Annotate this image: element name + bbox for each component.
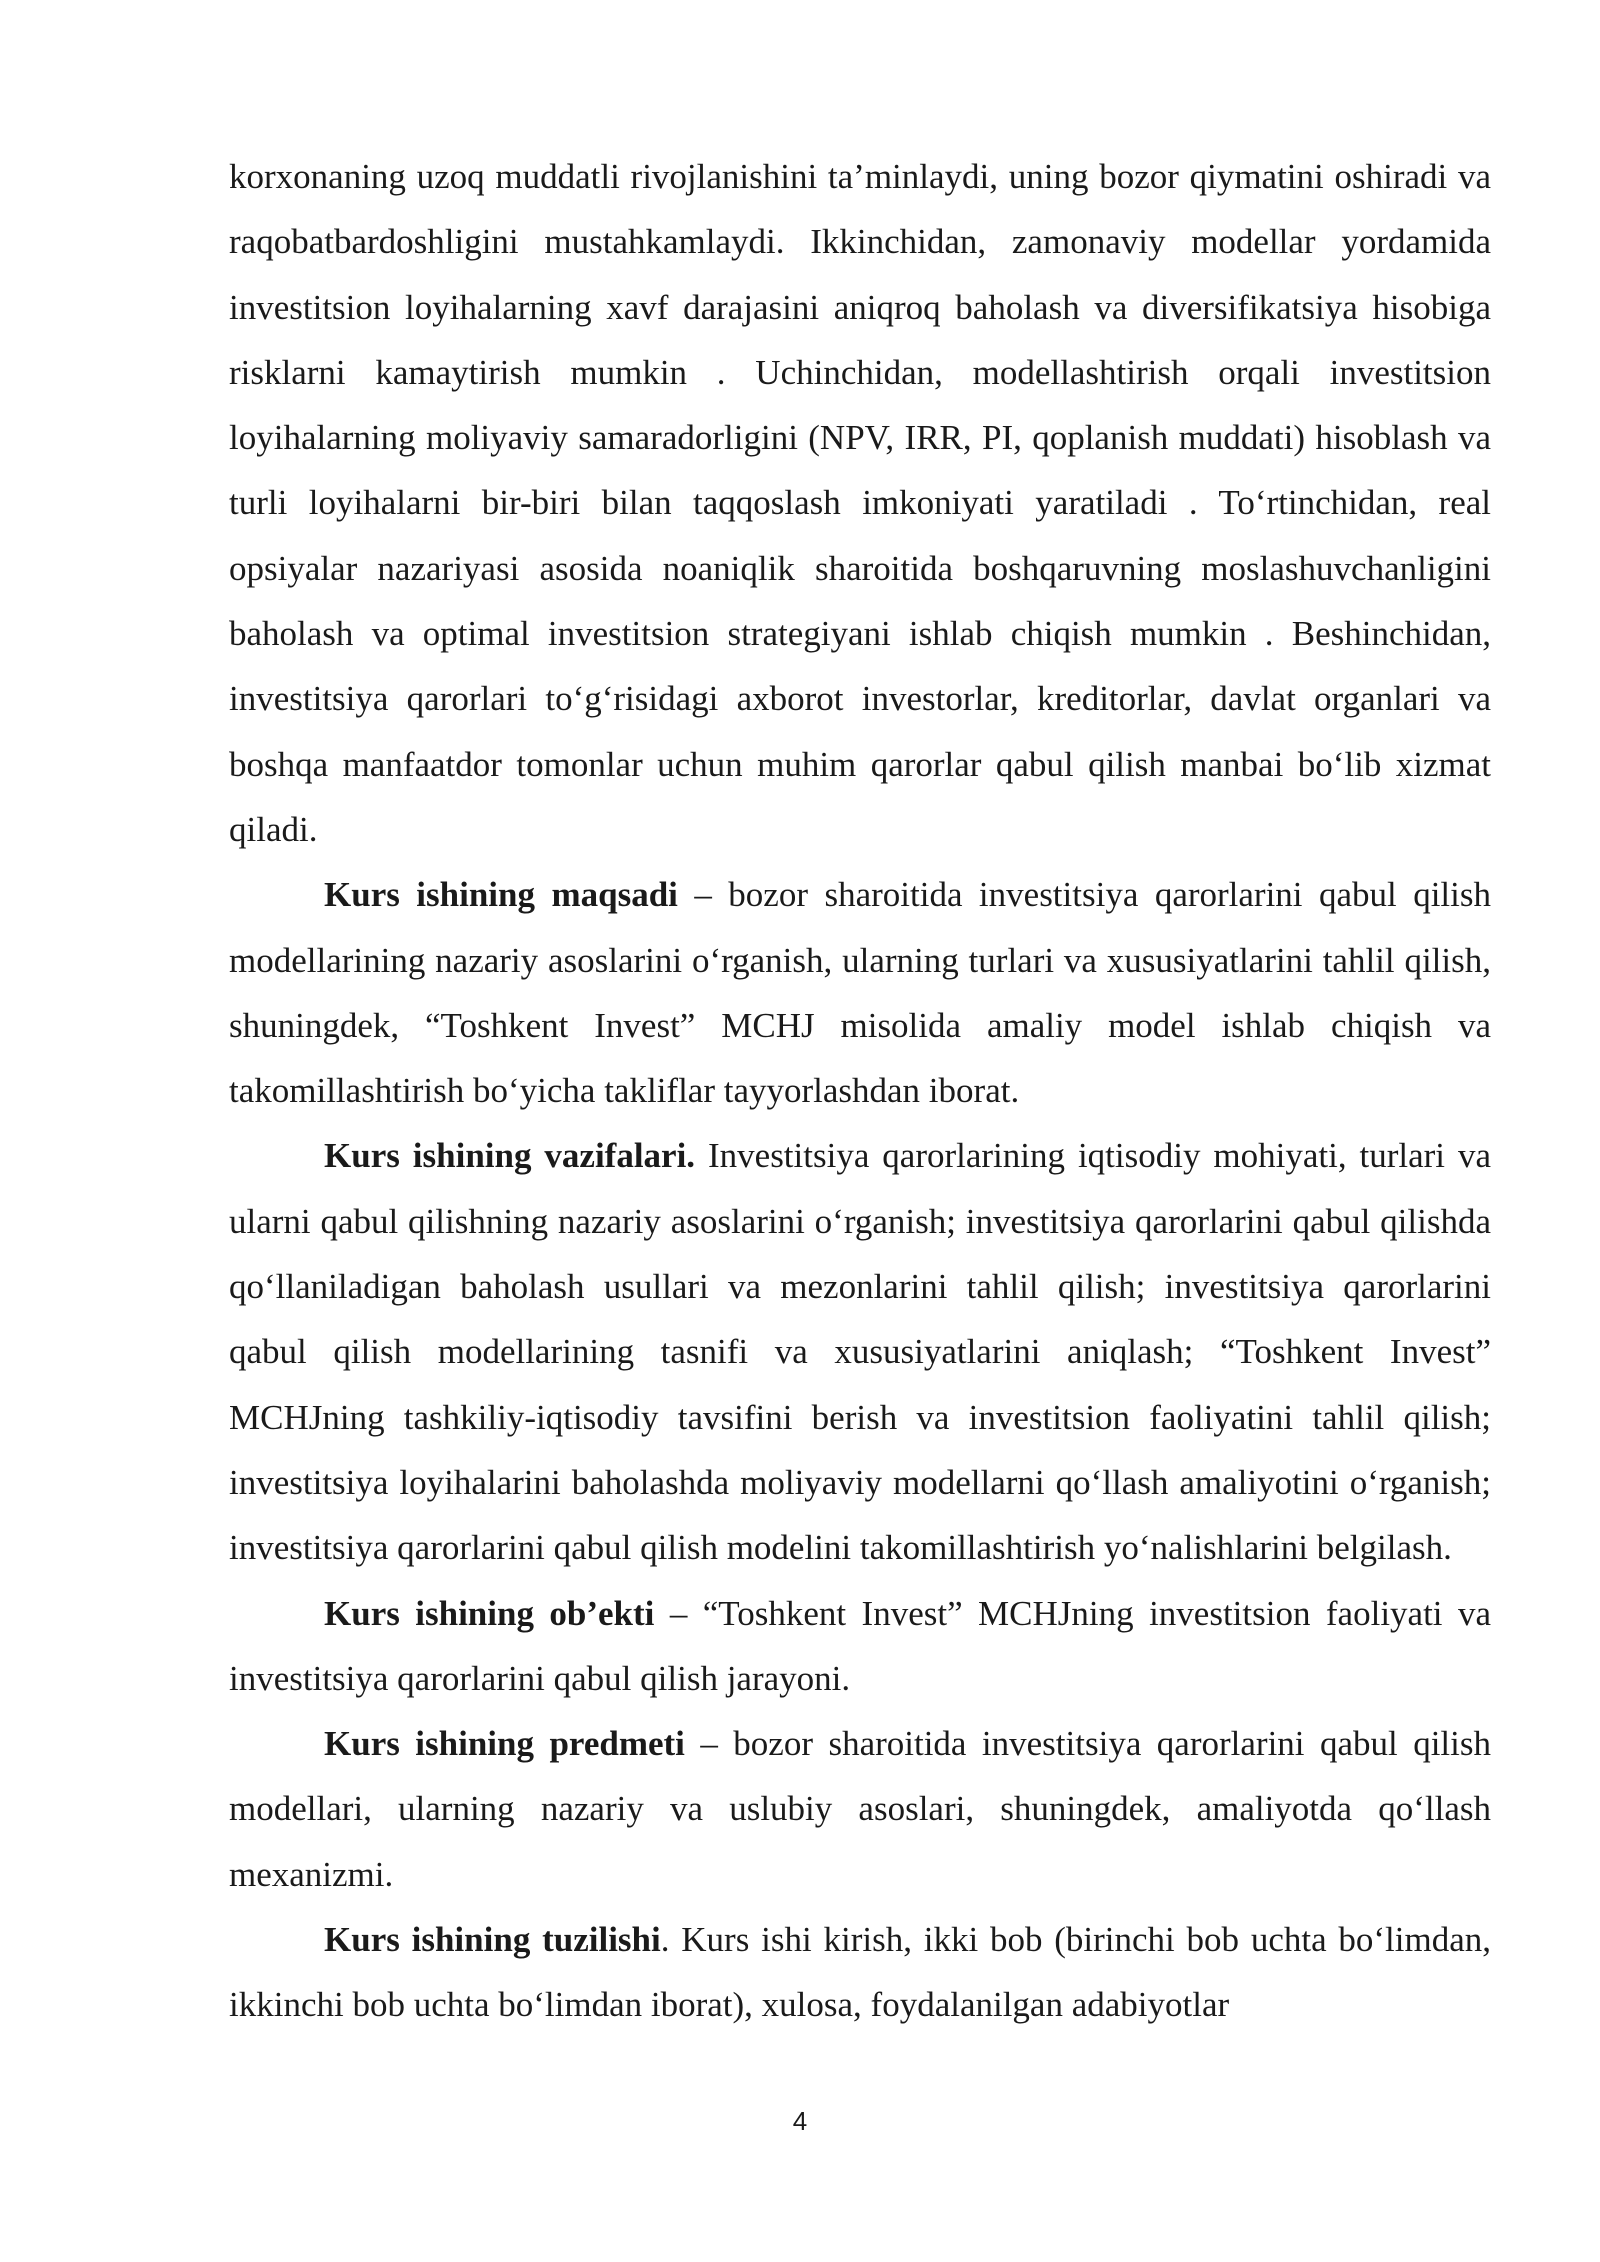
paragraph-heading-subject: Kurs ishining predmeti <box>324 1724 685 1764</box>
paragraph-text: korxonaning uzoq muddatli rivojlanishini ta’minlaydi, uning bozor qiymatini oshiradi va raqobatbardoshligini mustahkamlaydi. Ikkinchidan, zamonaviy modellar yordamida investitsion loyihalarning xavf darajasini aniqroq baholash va diversifikatsiya hisobiga risklarni kamaytirish mumkin . Uchinchidan, modellashtirish orqali investitsion loyihalarning moliyaviy samaradorligini (NPV, IRR, PI, qoplanish muddati) hisoblash va turli loyihalarni bir-biri bilan taqqoslash imkoniyati yaratiladi . To‘rtinchidan, real opsiyalar nazariyasi asosida noaniqlik sharoitida boshqaruvning moslashuvchanligini baholash va optimal investitsion strategiyani ishlab chiqish mumkin . Beshinchidan, investitsiya qarorlari to‘g‘risidagi axborot investorlar, kreditorlar, davlat organlari va boshqa manfaatdor tomonlar uchun muhim qarorlar qabul qilish manbai bo‘lib xizmat qiladi. <box>229 157 1491 849</box>
paragraph-structure <box>229 1907 1491 2038</box>
paragraph-heading-object: Kurs ishining ob’ekti <box>324 1593 655 1633</box>
paragraph-tasks <box>229 1123 1491 1580</box>
paragraph-text: – bozor sharoitida investitsiya qarorlarini qabul qilish modellarining nazariy asoslarini o‘rganish, ularning turlari va xususiyatlarini tahlil qilish, shuningdek, “Toshkent Invest” MCHJ misolida amaliy model ishlab chiqish va takomillashtirish bo‘yicha takliflar tayyorlashdan iborat. <box>229 875 1491 1111</box>
paragraph-object <box>229 1581 1491 1712</box>
paragraph-text: . Kurs ishi kirish, ikki bob (birinchi bob uchta bo‘limdan, ikkinchi bob uchta bo‘limdan iborat), xulosa, foydalanilgan adabiyotlar <box>229 1920 1492 2025</box>
paragraph-text: – “Toshkent Invest” MCHJning investitsion faoliyati va investitsiya qarorlarini qabul qilish jarayoni. <box>229 1593 1491 1698</box>
paragraph-intro-continuation <box>229 144 1491 862</box>
paragraph-goal <box>229 862 1491 1123</box>
paragraph-text: Investitsiya qarorlarining iqtisodiy mohiyati, turlari va ularni qabul qilishning nazariy asoslarini o‘rganish; investitsiya qarorlarini qabul qilishda qo‘llaniladigan baholash usullari va mezonlarini tahlil qilish; investitsiya qarorlarini qabul qilish modellarining tasnifi va xususiyatlarini aniqlash; “Toshkent Invest” MCHJning tashkiliy-iqtisodiy tavsifini berish va investitsion faoliyatini tahlil qilish; investitsiya loyihalarini baholashda moliyaviy modellarni qo‘llash amaliyotini o‘rganish; investitsiya qarorlarini qabul qilish modelini takomillashtirish yo‘nalishlarini belgilash. <box>229 1136 1491 1568</box>
paragraph-heading-tasks: Kurs ishining vazifalari. <box>324 1136 696 1176</box>
page-number: 4 <box>792 2106 808 2136</box>
paragraph-heading-goal: Kurs ishining maqsadi <box>324 875 678 915</box>
paragraph-heading-structure: Kurs ishining tuzilishi <box>324 1920 661 1960</box>
paragraph-subject <box>229 1711 1491 1907</box>
paragraph-text: – bozor sharoitida investitsiya qarorlarini qabul qilish modellari, ularning nazariy va uslubiy asoslari, shuningdek, amaliyotda qo‘llash mexanizmi. <box>229 1724 1491 1894</box>
body-text <box>229 144 1491 2038</box>
